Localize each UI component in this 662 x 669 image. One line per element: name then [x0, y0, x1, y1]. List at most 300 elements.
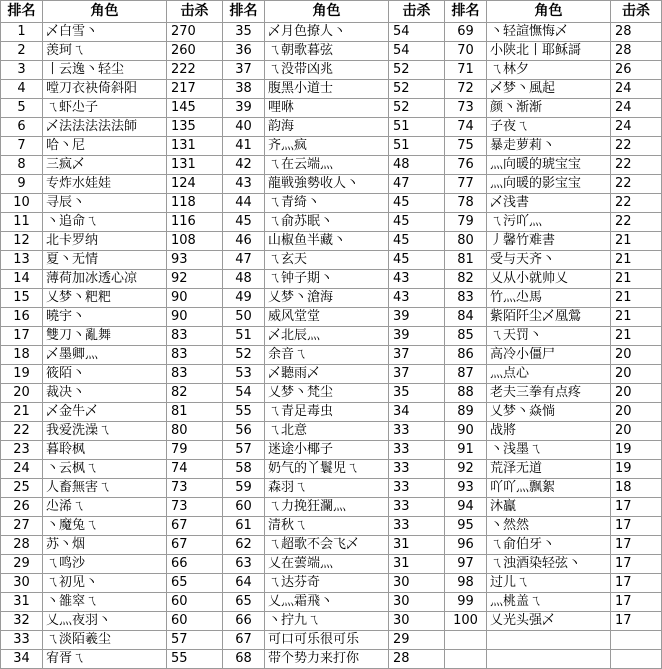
rank-cell: 27: [1, 517, 43, 536]
role-cell: 丶然然: [487, 517, 611, 536]
role-cell: 老夫三拳有点疼: [487, 384, 611, 403]
rank-cell: 46: [223, 232, 265, 251]
table-row: [1, 479, 662, 498]
role-cell: 乂梦丶粑粑: [43, 289, 167, 308]
rank-cell: 42: [223, 156, 265, 175]
role-cell: 乂灬夜羽丶: [43, 612, 167, 631]
kills-cell: 124: [167, 175, 223, 194]
rank-cell: 37: [223, 61, 265, 80]
rank-cell: 25: [1, 479, 43, 498]
rank-cell: 38: [223, 80, 265, 99]
role-cell: 过儿ㄟ: [487, 574, 611, 593]
rank-cell: 8: [1, 156, 43, 175]
table-row: [1, 137, 662, 156]
rank-cell: 24: [1, 460, 43, 479]
kills-cell: 17: [611, 498, 662, 517]
role-cell: 羡珂ㄟ: [43, 42, 167, 61]
rank-cell: 13: [1, 251, 43, 270]
rank-cell: 3: [1, 61, 43, 80]
role-cell: 哈丶尼: [43, 137, 167, 156]
role-cell: ㄟ在云端灬: [265, 156, 389, 175]
kills-cell: 51: [389, 118, 445, 137]
role-cell: ㄟ淡陌羲尘: [43, 631, 167, 650]
role-cell: 奶气的丫鬟児ㄟ: [265, 460, 389, 479]
role-cell: ㄟ青足毒虫: [265, 403, 389, 422]
role-cell: 乂梦丶滄海: [265, 289, 389, 308]
kills-cell: 33: [389, 498, 445, 517]
table-row: [1, 232, 662, 251]
rank-cell: 57: [223, 441, 265, 460]
kills-cell: 21: [611, 289, 662, 308]
rank-cell: 76: [445, 156, 487, 175]
role-cell: 丶追命ㄟ: [43, 213, 167, 232]
table-row: [1, 308, 662, 327]
kills-cell: 17: [611, 555, 662, 574]
role-cell: 乂光头强乄: [487, 612, 611, 631]
rank-cell: 62: [223, 536, 265, 555]
rank-cell: 53: [223, 365, 265, 384]
rank-cell: 28: [1, 536, 43, 555]
table-row: [1, 517, 662, 536]
role-cell: 苏丶烟: [43, 536, 167, 555]
role-cell: 丶魔兔ㄟ: [43, 517, 167, 536]
role-cell: 灬点心: [487, 365, 611, 384]
table-row: [1, 574, 662, 593]
kills-cell: 24: [611, 80, 662, 99]
kills-cell: 222: [167, 61, 223, 80]
table-row: [1, 42, 662, 61]
role-cell: ㄟ青绮丶: [265, 194, 389, 213]
kills-cell: 17: [611, 593, 662, 612]
rank-cell: 51: [223, 327, 265, 346]
role-cell: 子夜ㄟ: [487, 118, 611, 137]
role-cell: 森羽ㄟ: [265, 479, 389, 498]
role-cell: 暴走萝莉丶: [487, 137, 611, 156]
rank-cell: 69: [445, 23, 487, 42]
kills-cell: 21: [611, 308, 662, 327]
kills-cell: 67: [167, 517, 223, 536]
kills-cell: 217: [167, 80, 223, 99]
role-cell: 吖吖灬飘絮: [487, 479, 611, 498]
rank-cell: 58: [223, 460, 265, 479]
kills-cell: 28: [389, 650, 445, 669]
role-cell: ㄟ天罚丶: [487, 327, 611, 346]
kills-cell: 39: [389, 308, 445, 327]
role-cell: 余音ㄟ: [265, 346, 389, 365]
rank-cell: [445, 650, 487, 669]
kills-cell: 37: [389, 346, 445, 365]
rank-cell: 40: [223, 118, 265, 137]
role-cell: 嘡刀衣袂倚斜阳: [43, 80, 167, 99]
kills-cell: [611, 631, 662, 650]
table-row: [1, 175, 662, 194]
rank-cell: 97: [445, 555, 487, 574]
role-cell: 雙刀丶亂舞: [43, 327, 167, 346]
rank-cell: 77: [445, 175, 487, 194]
rank-cell: 43: [223, 175, 265, 194]
rank-cell: 90: [445, 422, 487, 441]
rank-cell: 95: [445, 517, 487, 536]
kills-cell: 116: [167, 213, 223, 232]
rank-cell: 49: [223, 289, 265, 308]
role-cell: [487, 650, 611, 669]
rank-cell: 85: [445, 327, 487, 346]
rank-cell: 67: [223, 631, 265, 650]
role-cell: 曉宇丶: [43, 308, 167, 327]
rank-header: 排名: [445, 1, 487, 23]
kills-cell: 30: [389, 612, 445, 631]
table-row: [1, 403, 662, 422]
rank-cell: 88: [445, 384, 487, 403]
role-cell: 腹黑小道士: [265, 80, 389, 99]
kills-cell: 22: [611, 175, 662, 194]
kills-cell: 73: [167, 498, 223, 517]
rank-cell: 35: [223, 23, 265, 42]
rank-cell: 7: [1, 137, 43, 156]
role-cell: 灬向暖的琥宝宝: [487, 156, 611, 175]
role-cell: 人畜無害ㄟ: [43, 479, 167, 498]
rank-cell: 9: [1, 175, 43, 194]
role-header: 角色: [43, 1, 167, 23]
kills-cell: 118: [167, 194, 223, 213]
kills-cell: 33: [389, 441, 445, 460]
kills-cell: 260: [167, 42, 223, 61]
kills-cell: 60: [167, 593, 223, 612]
kills-cell: 45: [389, 251, 445, 270]
table-row: [1, 441, 662, 460]
rank-cell: 78: [445, 194, 487, 213]
rank-cell: 50: [223, 308, 265, 327]
rank-cell: 56: [223, 422, 265, 441]
kills-cell: 33: [389, 479, 445, 498]
role-cell: ㄟ力挽狂瀾灬: [265, 498, 389, 517]
table-row: [1, 593, 662, 612]
table-row: [1, 251, 662, 270]
rank-cell: [445, 631, 487, 650]
rank-cell: 34: [1, 650, 43, 669]
table-row: [1, 23, 662, 42]
rank-cell: 4: [1, 80, 43, 99]
rank-cell: 36: [223, 42, 265, 61]
kills-cell: 21: [611, 327, 662, 346]
rank-cell: 11: [1, 213, 43, 232]
kills-cell: 21: [611, 251, 662, 270]
table-row: [1, 365, 662, 384]
role-cell: ㄟ朝歌暮弦: [265, 42, 389, 61]
header-row: [1, 1, 662, 23]
table-row: [1, 631, 662, 650]
kills-cell: 43: [389, 270, 445, 289]
role-cell: ㄟ玄天: [265, 251, 389, 270]
rank-cell: 70: [445, 42, 487, 61]
role-cell: ㄟ鸣沙: [43, 555, 167, 574]
kills-cell: 37: [389, 365, 445, 384]
kills-cell: 83: [167, 346, 223, 365]
rank-cell: 72: [445, 80, 487, 99]
rank-cell: 80: [445, 232, 487, 251]
kills-cell: 17: [611, 574, 662, 593]
rank-cell: 60: [223, 498, 265, 517]
rank-cell: 83: [445, 289, 487, 308]
rank-cell: 98: [445, 574, 487, 593]
role-cell: 乄浅書: [487, 194, 611, 213]
role-cell: 乂梦丶焱惝: [487, 403, 611, 422]
role-cell: 带个势力来打你: [265, 650, 389, 669]
kills-cell: 20: [611, 403, 662, 422]
kills-cell: 67: [167, 536, 223, 555]
table-row: [1, 99, 662, 118]
table-row: [1, 194, 662, 213]
role-cell: 龍戦強勢收人丶: [265, 175, 389, 194]
role-cell: 受与天齐丶: [487, 251, 611, 270]
rank-cell: 14: [1, 270, 43, 289]
kills-cell: 17: [611, 612, 662, 631]
role-header: 角色: [265, 1, 389, 23]
kills-cell: 79: [167, 441, 223, 460]
kills-cell: 66: [167, 555, 223, 574]
kills-cell: 48: [389, 156, 445, 175]
rank-cell: 63: [223, 555, 265, 574]
kills-cell: 30: [389, 593, 445, 612]
role-cell: 战將: [487, 422, 611, 441]
role-cell: ㄟ超歌不会飞乄: [265, 536, 389, 555]
role-cell: 威风堂堂: [265, 308, 389, 327]
kills-cell: 19: [611, 460, 662, 479]
kills-cell: 33: [389, 517, 445, 536]
role-cell: 尐浠ㄟ: [43, 498, 167, 517]
table-row: [1, 498, 662, 517]
kills-cell: 34: [389, 403, 445, 422]
table-row: [1, 460, 662, 479]
role-cell: ㄟ没带凶兆: [265, 61, 389, 80]
rank-cell: 10: [1, 194, 43, 213]
role-cell: 裁决丶: [43, 384, 167, 403]
table-row: [1, 61, 662, 80]
role-cell: ㄟ虾尐子: [43, 99, 167, 118]
kills-cell: 18: [611, 479, 662, 498]
rank-cell: 31: [1, 593, 43, 612]
role-cell: 丿馨竹难書: [487, 232, 611, 251]
role-cell: 可口可乐很可乐: [265, 631, 389, 650]
table-row: [1, 156, 662, 175]
rank-cell: 61: [223, 517, 265, 536]
rank-cell: 94: [445, 498, 487, 517]
rank-cell: 45: [223, 213, 265, 232]
role-cell: 丶拧九ㄟ: [265, 612, 389, 631]
kills-cell: 24: [611, 118, 662, 137]
role-cell: ㄟ俞苏眠丶: [265, 213, 389, 232]
kills-cell: 20: [611, 346, 662, 365]
role-cell: 乂从小就帅乂: [487, 270, 611, 289]
role-cell: 乂梦丶梵尘: [265, 384, 389, 403]
kills-cell: 22: [611, 194, 662, 213]
kills-cell: 90: [167, 289, 223, 308]
rank-cell: 16: [1, 308, 43, 327]
kills-cell: 60: [167, 612, 223, 631]
rank-cell: 19: [1, 365, 43, 384]
rank-cell: 73: [445, 99, 487, 118]
kills-cell: 90: [167, 308, 223, 327]
rank-cell: 47: [223, 251, 265, 270]
role-cell: ㄟ北意: [265, 422, 389, 441]
rank-cell: 30: [1, 574, 43, 593]
kills-cell: 74: [167, 460, 223, 479]
kills-cell: 21: [611, 270, 662, 289]
rank-cell: 17: [1, 327, 43, 346]
role-cell: 暮聆枫: [43, 441, 167, 460]
kills-cell: 270: [167, 23, 223, 42]
kills-cell: 30: [389, 574, 445, 593]
kills-cell: 52: [389, 61, 445, 80]
kills-cell: [611, 650, 662, 669]
role-cell: 丨云逸丶轻尘: [43, 61, 167, 80]
role-cell: 清秋ㄟ: [265, 517, 389, 536]
kills-cell: 83: [167, 365, 223, 384]
role-cell: 灬向暖的影宝宝: [487, 175, 611, 194]
rank-cell: 89: [445, 403, 487, 422]
rank-cell: 71: [445, 61, 487, 80]
role-cell: ㄟ俞伯牙丶: [487, 536, 611, 555]
role-cell: 哩咻: [265, 99, 389, 118]
rank-cell: 54: [223, 384, 265, 403]
rank-cell: 82: [445, 270, 487, 289]
rank-cell: 5: [1, 99, 43, 118]
role-cell: ㄟ林夕: [487, 61, 611, 80]
role-cell: 齐灬疯: [265, 137, 389, 156]
table-row: [1, 422, 662, 441]
kills-cell: 43: [389, 289, 445, 308]
kills-cell: 54: [389, 23, 445, 42]
kills-cell: 22: [611, 137, 662, 156]
rank-cell: 100: [445, 612, 487, 631]
rank-cell: 22: [1, 422, 43, 441]
table-row: [1, 327, 662, 346]
rank-cell: 79: [445, 213, 487, 232]
kills-cell: 33: [389, 422, 445, 441]
kills-cell: 92: [167, 270, 223, 289]
rank-cell: 86: [445, 346, 487, 365]
role-cell: 丶轻諠憮悔乄: [487, 23, 611, 42]
kills-cell: 35: [389, 384, 445, 403]
kills-cell: 45: [389, 194, 445, 213]
table-row: [1, 612, 662, 631]
role-cell: 乄白雪丶: [43, 23, 167, 42]
role-cell: 乂在蕓端灬: [265, 555, 389, 574]
rank-cell: 64: [223, 574, 265, 593]
role-cell: 紫陌阡尘乄凰鶯: [487, 308, 611, 327]
kills-cell: 45: [389, 232, 445, 251]
role-cell: 乄法法法法法師: [43, 118, 167, 137]
kills-cell: 55: [167, 650, 223, 669]
role-cell: 丶雒窣ㄟ: [43, 593, 167, 612]
rank-cell: 81: [445, 251, 487, 270]
role-cell: 乄聽雨乄: [265, 365, 389, 384]
kills-cell: 108: [167, 232, 223, 251]
kills-cell: 57: [167, 631, 223, 650]
rank-cell: 93: [445, 479, 487, 498]
rank-cell: 12: [1, 232, 43, 251]
rank-header: 排名: [223, 1, 265, 23]
table-row: [1, 289, 662, 308]
kills-cell: 31: [389, 555, 445, 574]
kills-cell: 83: [167, 327, 223, 346]
rank-cell: 99: [445, 593, 487, 612]
kills-cell: 31: [389, 536, 445, 555]
rank-cell: 92: [445, 460, 487, 479]
kills-cell: 52: [389, 99, 445, 118]
rank-cell: 96: [445, 536, 487, 555]
rank-cell: 21: [1, 403, 43, 422]
role-cell: ㄟ达芬奇: [265, 574, 389, 593]
rank-cell: 44: [223, 194, 265, 213]
rank-cell: 84: [445, 308, 487, 327]
role-cell: 乂灬霜飛丶: [265, 593, 389, 612]
rank-cell: 26: [1, 498, 43, 517]
role-cell: 寻辰丶: [43, 194, 167, 213]
kills-cell: 20: [611, 365, 662, 384]
kills-cell: 135: [167, 118, 223, 137]
role-cell: 山椒鱼半藏丶: [265, 232, 389, 251]
role-cell: 韵海: [265, 118, 389, 137]
kills-cell: 145: [167, 99, 223, 118]
role-cell: 竹灬尐馬: [487, 289, 611, 308]
role-cell: 丶云枫ㄟ: [43, 460, 167, 479]
role-cell: 乄梦丶風起: [487, 80, 611, 99]
kills-cell: 131: [167, 156, 223, 175]
role-cell: 颜丶渐渐: [487, 99, 611, 118]
role-cell: ㄟ钟子期丶: [265, 270, 389, 289]
role-cell: 我爱洗澡ㄟ: [43, 422, 167, 441]
role-cell: 筱陌丶: [43, 365, 167, 384]
kills-cell: 39: [389, 327, 445, 346]
role-cell: 宥胥ㄟ: [43, 650, 167, 669]
kills-cell: 21: [611, 232, 662, 251]
kills-cell: 19: [611, 441, 662, 460]
kills-header: 击杀: [611, 1, 662, 23]
rank-cell: 87: [445, 365, 487, 384]
kills-cell: 28: [611, 23, 662, 42]
kills-cell: 80: [167, 422, 223, 441]
kills-cell: 54: [389, 42, 445, 61]
kills-cell: 26: [611, 61, 662, 80]
rank-cell: 29: [1, 555, 43, 574]
rank-cell: 74: [445, 118, 487, 137]
rank-cell: 48: [223, 270, 265, 289]
rank-cell: 55: [223, 403, 265, 422]
table-row: [1, 346, 662, 365]
kills-cell: 28: [611, 42, 662, 61]
table-row: [1, 80, 662, 99]
kills-cell: 52: [389, 80, 445, 99]
rank-header: 排名: [1, 1, 43, 23]
kills-cell: 82: [167, 384, 223, 403]
kills-cell: 20: [611, 422, 662, 441]
ranking-rows: [1, 23, 662, 669]
rank-cell: 75: [445, 137, 487, 156]
rank-cell: 15: [1, 289, 43, 308]
rank-cell: 52: [223, 346, 265, 365]
role-cell: 薄荷加冰透心凉: [43, 270, 167, 289]
rank-cell: 65: [223, 593, 265, 612]
rank-cell: 68: [223, 650, 265, 669]
rank-cell: 39: [223, 99, 265, 118]
role-cell: 荒泽无道: [487, 460, 611, 479]
kills-header: 击杀: [389, 1, 445, 23]
rank-cell: 91: [445, 441, 487, 460]
role-cell: 灬桃盖ㄟ: [487, 593, 611, 612]
role-cell: ㄟ初见丶: [43, 574, 167, 593]
role-cell: 丶浅墨ㄟ: [487, 441, 611, 460]
